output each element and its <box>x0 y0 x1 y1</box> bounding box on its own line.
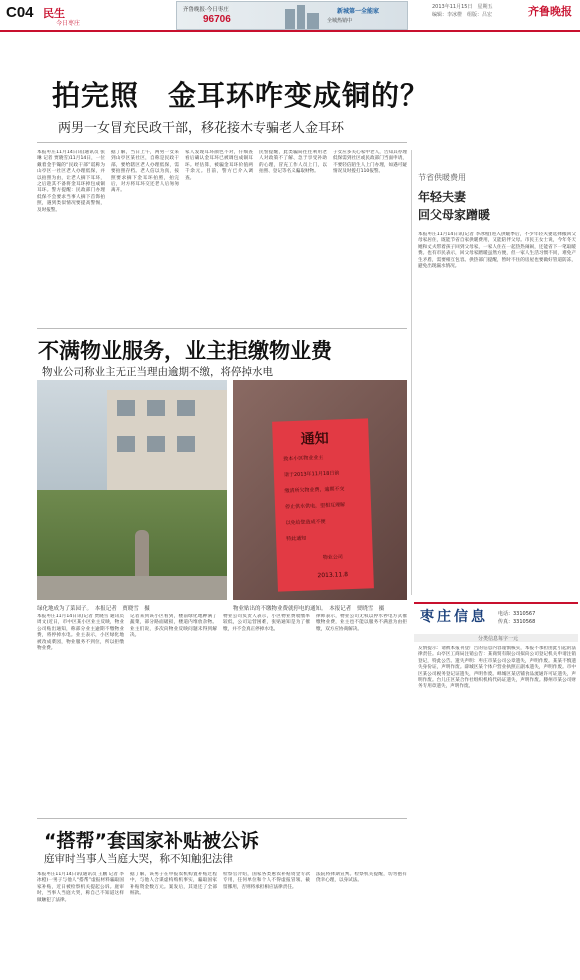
story1-column-2: 据了解，当日上午，两男一女来到山亭区某社区，自称是民政干部，要给辖区老人办理低保，需要拍照存档。老人信以为真，按照要求摘下金耳环拍照，拍完后，对方将耳环交还老人后匆匆离开。 <box>111 150 179 194</box>
classifieds-price: 分类信息每字一元 <box>478 636 519 642</box>
notice-title: 通知 <box>300 430 329 448</box>
notice-line: 以免给您造成不便 <box>285 518 326 527</box>
notice-date: 2013.11.8 <box>317 571 349 580</box>
building-graphic <box>307 13 319 29</box>
story1-column-1: 本报枣庄11月14日讯(通讯员 张琳 记者 贾晓雪)11月14日，一位戴着金手镯的“民政干部”谎称为山亭区一社区老人办理低保，并以拍照为由，让老人摘下耳环，之后趁其不备将金耳环掉包成铜耳环。警方提醒：民政部门办理低保不会要求当事人摘下首饰拍照，遇到类似情况要提高警惕，及时报警。 <box>37 150 105 213</box>
story2-column-3: 物业公司负责人表示，小区物业费收缴率较低，公司运营困难，张贴通知是为了催缴，并不会真正停掉水电。 <box>223 614 310 632</box>
banner-ad[interactable] <box>176 1 408 30</box>
sidebar-headline-line2: 回父母家蹭暖 <box>418 208 491 222</box>
sidebar-headline-line1: 年轻夫妻 <box>418 190 467 204</box>
garden-photo <box>37 380 227 600</box>
classifieds-phone: 电话：3310567 <box>498 611 536 617</box>
story1-column-4: 民警提醒，此类骗局往往利用老人对政策不了解、急于享受补助的心理，冒充工作人员上门，以拍照、登记等名义骗取财物。 <box>259 150 327 175</box>
story2-headline: 不满物业服务，业主拒缴物业费 <box>38 339 332 363</box>
divider <box>37 142 407 143</box>
story3-column-4: 法院将择期宣判。检察机关提醒，切勿抱有侥幸心理，以身试法。 <box>316 872 407 884</box>
banner-line2: 新城第一全能家 <box>337 8 380 15</box>
column-divider <box>411 150 412 595</box>
window <box>117 400 135 416</box>
divider <box>37 328 407 329</box>
issue-date: 2013年11月15日 星期五 <box>432 4 493 10</box>
story3-headline: “搭帮”套国家补贴被公诉 <box>44 830 259 852</box>
story3-subheadline: 庭审时当事人当庭大哭，称不知触犯法律 <box>44 853 233 865</box>
classifieds-title: 枣庄信息 <box>420 609 488 625</box>
story1-column-5: 子女应多关心家中老人，告知其办理低保需到社区或民政部门当面申请，不要轻信陌生人上门办理，如遇可疑情况及时拨打110报警。 <box>333 150 407 175</box>
notice-line: 特此通知 <box>286 535 307 543</box>
window <box>117 436 135 452</box>
banner-line1: 齐鲁晚报·今日枣庄 <box>183 7 229 13</box>
sidebar-kicker: 节省供暖费用 <box>418 173 466 182</box>
story2-column-4: 律师表示，物业公司无权以停水停电方式催缴物业费，业主也不能以服务不满意为由拒缴，双方应协商解决。 <box>316 614 407 632</box>
editor-credit: 编辑：李冰橙 组版：吕宏 <box>432 12 493 18</box>
story3-column-3: 检察官介绍，国家各类惠农补贴资金专款专用，任何单位和个人不得虚报冒领、截留挪用，否则将承担相应法律责任。 <box>223 872 310 890</box>
notice-line: 缴清所欠物业费，逾期不交 <box>284 486 345 495</box>
header-rule <box>0 30 580 32</box>
story2-column-2: 记者来到该小区看到，楼前绿化地种满了蔬菜，部分路面破损，楼道内堆放杂物。业主们说，多次向物业反映问题未得到解决。 <box>130 614 217 639</box>
notice-line: 致本小区物业业主 <box>283 454 324 463</box>
window <box>147 400 165 416</box>
story3-column-2: 据了解，该男子在申报农机购置补贴过程中，与他人合谋虚构购机事实，骗取国家补贴资金数万元。案发后，其退还了全部赃款。 <box>130 872 217 897</box>
banner-hotline: 96706 <box>203 14 231 25</box>
story2-column-1: 本报枣庄11月14日讯(记者 贾晓雪 通讯员 周文)近日，市中区某小区业主反映，物业公司贴出通知，称部分业主逾期不缴物业费，将停掉水电。业主表示，小区绿化地被改成菜园，物业服务不到位，所以拒缴物业费。 <box>37 614 124 652</box>
notice-line: 停止供水供电，望相互理解 <box>284 502 346 511</box>
story1-headline: 拍完照 金耳环咋变成铜的？ <box>52 79 430 112</box>
window <box>177 436 195 452</box>
story1-subheadline: 两男一女冒充民政干部，移花接木专骗老人金耳环 <box>58 121 345 136</box>
window <box>177 400 195 416</box>
sidebar-body: 本报枣庄11月14日讯(记者 李冰橙)进入供暖季后，不少年轻夫妻选择搬回父母家居住，既能节省自家供暖费用，又能陪伴父母。市民王女士说，今年冬天她和丈夫带着孩子回到父母家，一家人住在一起热热闹闹，还能省下一笔取暖费。也有市民表示，回父母家蹭暖虽然方便，但一家人生活习惯不同，难免产生矛盾，需要相互包容。供热部门提醒，暂时不住的房屋也要做好管道防冻，避免出现漏水情况。 <box>418 232 576 270</box>
section-subname: 今日枣庄 <box>56 20 81 27</box>
story3-column-1: 本报枣庄11月14日讯(通讯员 王鹏 记者 李冰橙)一男子与他人“搭帮”虚报材料骗取国家补贴，近日被检察机关提起公诉。庭审时，当事人当庭大哭，称自己不知道这样做触犯了法律。 <box>37 872 124 903</box>
photo2-caption: 物业贴出的不缴物业费就停电的通知。 本报记者 贾晓雪 摄 <box>233 606 385 612</box>
section-name: 民生 <box>43 7 65 20</box>
divider <box>37 818 407 819</box>
classifieds-fax: 传真：3310568 <box>498 619 536 625</box>
building-graphic <box>297 5 305 29</box>
page-code: C04 <box>6 4 34 21</box>
photo1-caption: 绿化地成为了菜园子。 本报记者 贾晓雪 摄 <box>37 606 150 612</box>
building-graphic <box>285 9 295 29</box>
classifieds-body: 友情提示：请被本报刊登广告的信息内容谨慎核实，本报不承担由此引起的法律责任。山亭区工商局注销公告：某商贸有限公司拟向公司登记机关申请注销登记，特此公告。遗失声明：枣庄市某公司公章遗失，声明作废。某某不慎遗失身份证，声明作废。薛城区某个体户营业执照正副本遗失，声明作废。市中区某公司税务登记证遗失，声明作废。峄城区某店铺食品流通许可证遗失，声明作废。台儿庄区某合作社组织机构代码证遗失，声明作废。滕州市某公司财务专用章遗失，声明作废。 <box>418 646 576 690</box>
notice-signature: 物业公司 <box>322 554 343 562</box>
newspaper-logo: 齐鲁晚报 <box>528 5 572 18</box>
notice-sheet <box>272 418 374 591</box>
story1-column-3: 家人发现耳环颜色不对，仔细查看后确认金耳环已被调包成铜耳环。经估算，被骗金耳环价值两千余元。目前，警方已介入调查。 <box>185 150 253 181</box>
window <box>147 436 165 452</box>
banner-line3: 全城热销中 <box>327 18 353 24</box>
pavement <box>37 576 227 600</box>
notice-line: 请于2013年11月18日前 <box>283 470 340 479</box>
story2-subheadline: 物业公司称业主无正当理由逾期不缴，将停掉水电 <box>42 366 273 378</box>
